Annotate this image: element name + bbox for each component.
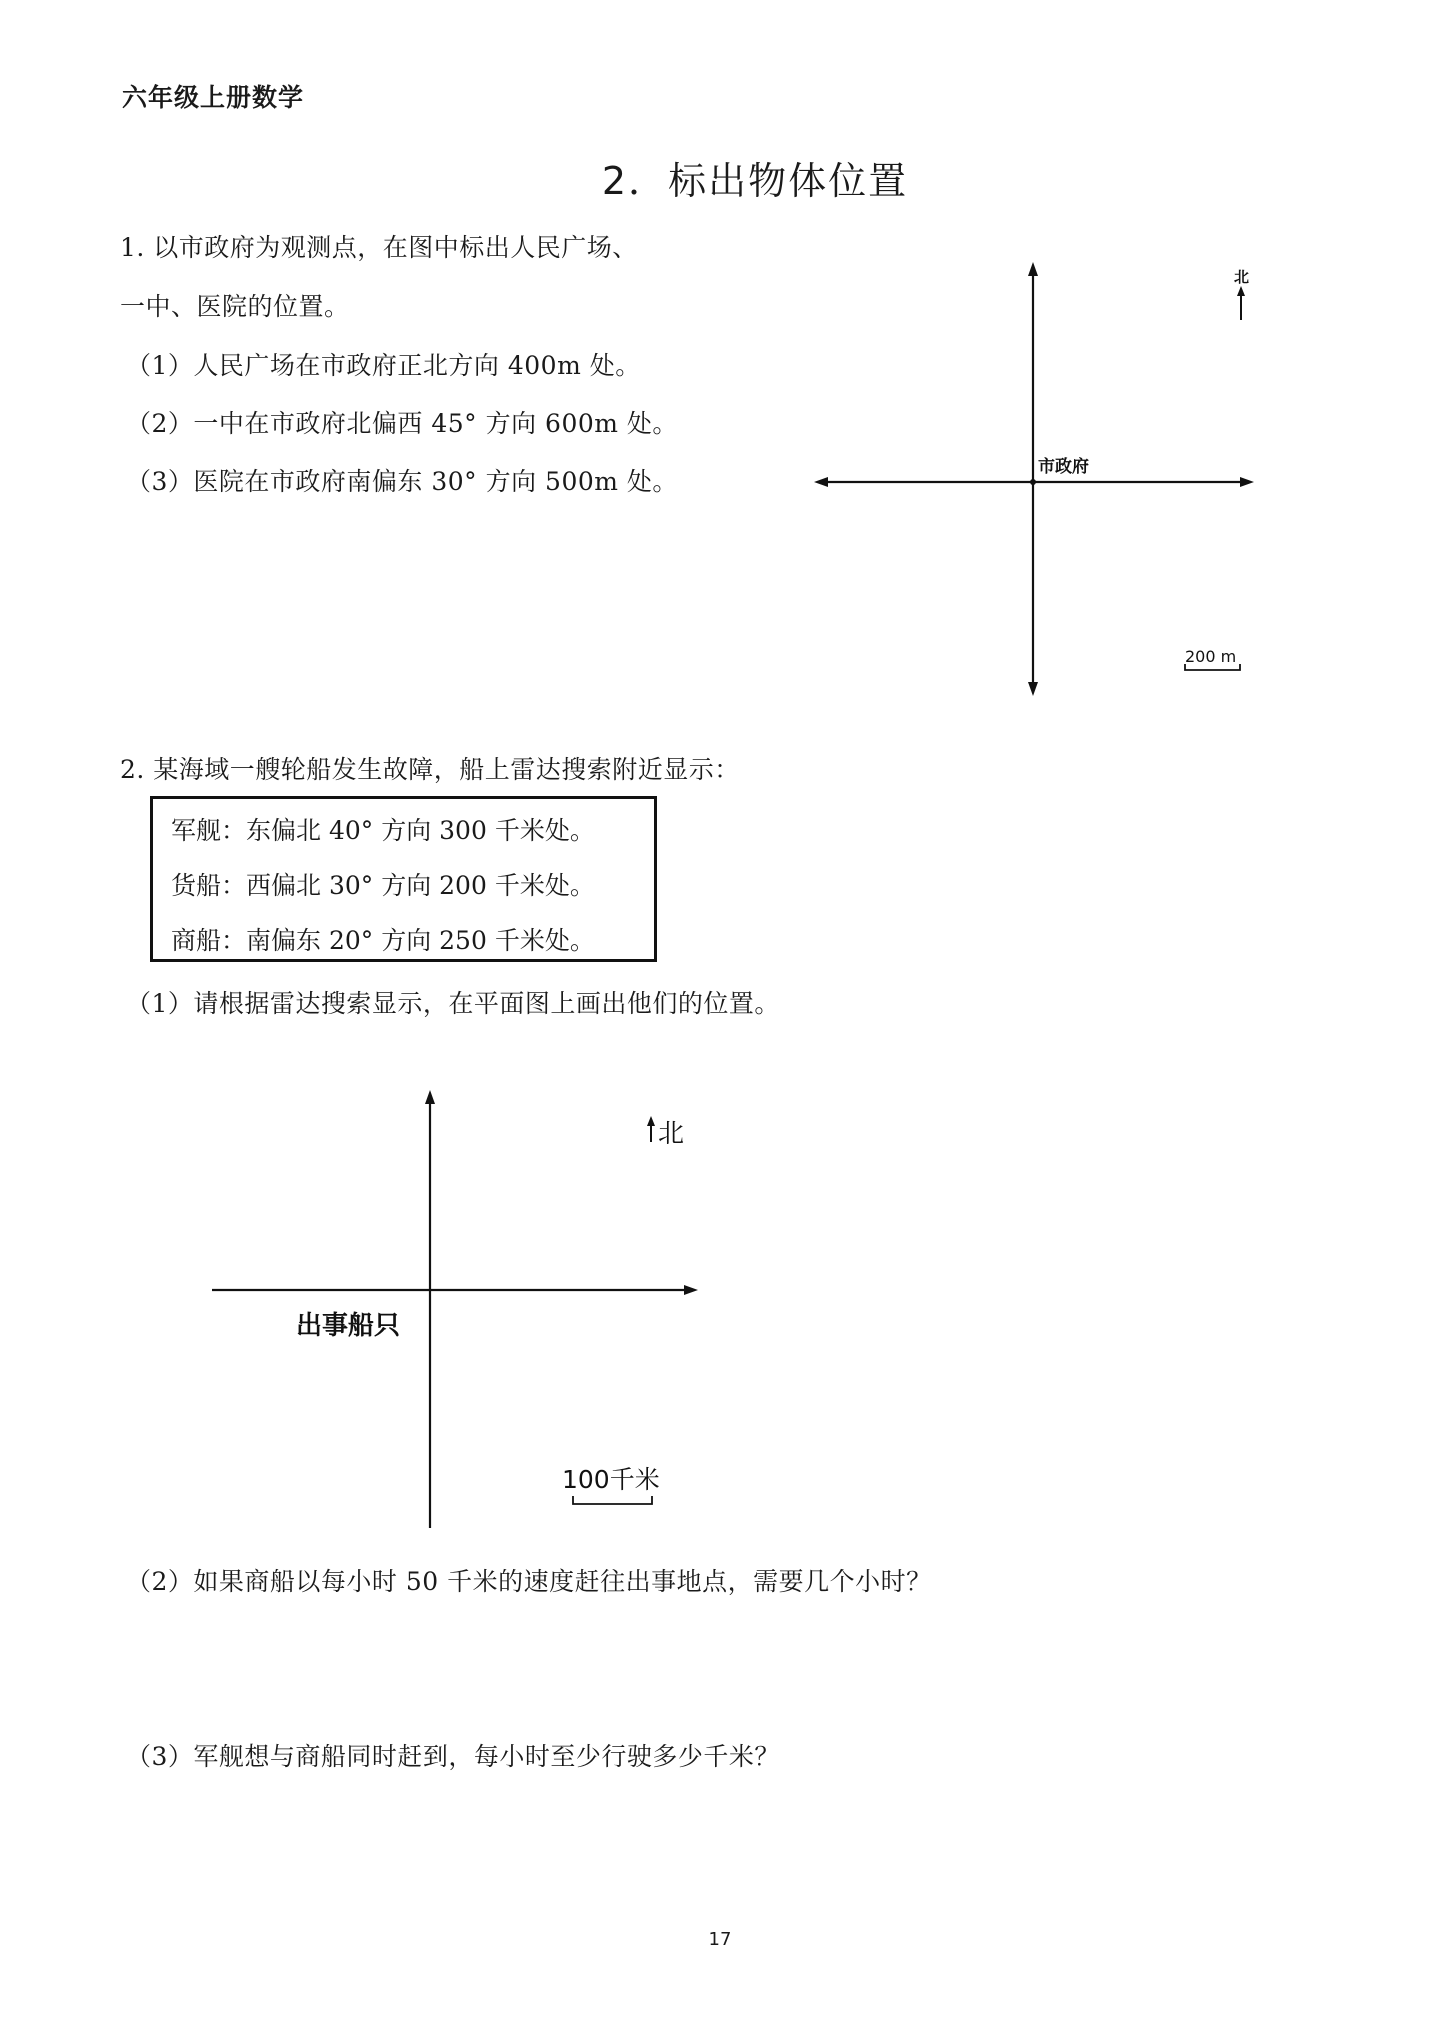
q1-direction-diagram [800,250,1280,710]
q2-direction-diagram [200,1080,720,1540]
radar-info-box [150,796,657,962]
q2-scale-label: 100千米 [562,1465,660,1494]
q1-origin-label: 市政府 [1038,457,1089,477]
book-header: 六年级上册数学 [122,83,305,112]
section-title [0,150,1440,205]
page-number: 17 [708,1929,732,1950]
q1-north-label: 北 [1234,268,1250,286]
q2-up-arrowhead [425,1090,435,1104]
q2-sub-question-1: （1）请根据雷达搜索显示，在平面图上画出他们的位置。 [126,989,780,1018]
q2-intro: 2. 某海域一艘轮船发生故障，船上雷达搜索附近显示： [120,755,740,784]
q2-sub-question-2: （2）如果商船以每小时 50 千米的速度赶往出事地点，需要几个小时？ [126,1567,932,1596]
q1-origin-dot [1030,479,1036,485]
q1-line-1: 1. 以市政府为观测点，在图中标出人民广场、 [120,233,638,262]
radar-cargo-ship: 货船：西偏北 30° 方向 200 千米处。 [171,871,595,900]
radar-warship: 军舰：东偏北 40° 方向 300 千米处。 [171,816,595,845]
q1-right-arrowhead [1240,477,1254,487]
q1-item-1: （1）人民广场在市政府正北方向 400m 处。 [126,351,641,380]
q1-item-3: （3）医院在市政府南偏东 30° 方向 500m 处。 [126,467,678,496]
q1-line-2: 一中、医院的位置。 [120,292,350,321]
q1-item-2: （2）一中在市政府北偏西 45° 方向 600m 处。 [126,409,678,438]
q2-origin-label: 出事船只 [296,1311,401,1341]
q1-down-arrowhead [1028,682,1038,696]
radar-merchant-ship: 商船：南偏东 20° 方向 250 千米处。 [171,926,595,955]
q1-up-arrowhead [1028,262,1038,276]
q1-north-arrow-icon [1237,286,1245,296]
q2-right-arrowhead [684,1285,698,1295]
section-title-text: 2．标出物体位置 [601,159,909,203]
q2-north-arrow-icon [647,1116,655,1126]
q2-sub-question-3: （3）军舰想与商船同时赶到，每小时至少行驶多少千米？ [126,1742,780,1771]
q1-scale-label: 200 m [1185,647,1237,666]
q2-scale-bar [573,1496,652,1504]
q2-north-label: 北 [658,1119,685,1149]
q1-left-arrowhead [814,477,828,487]
